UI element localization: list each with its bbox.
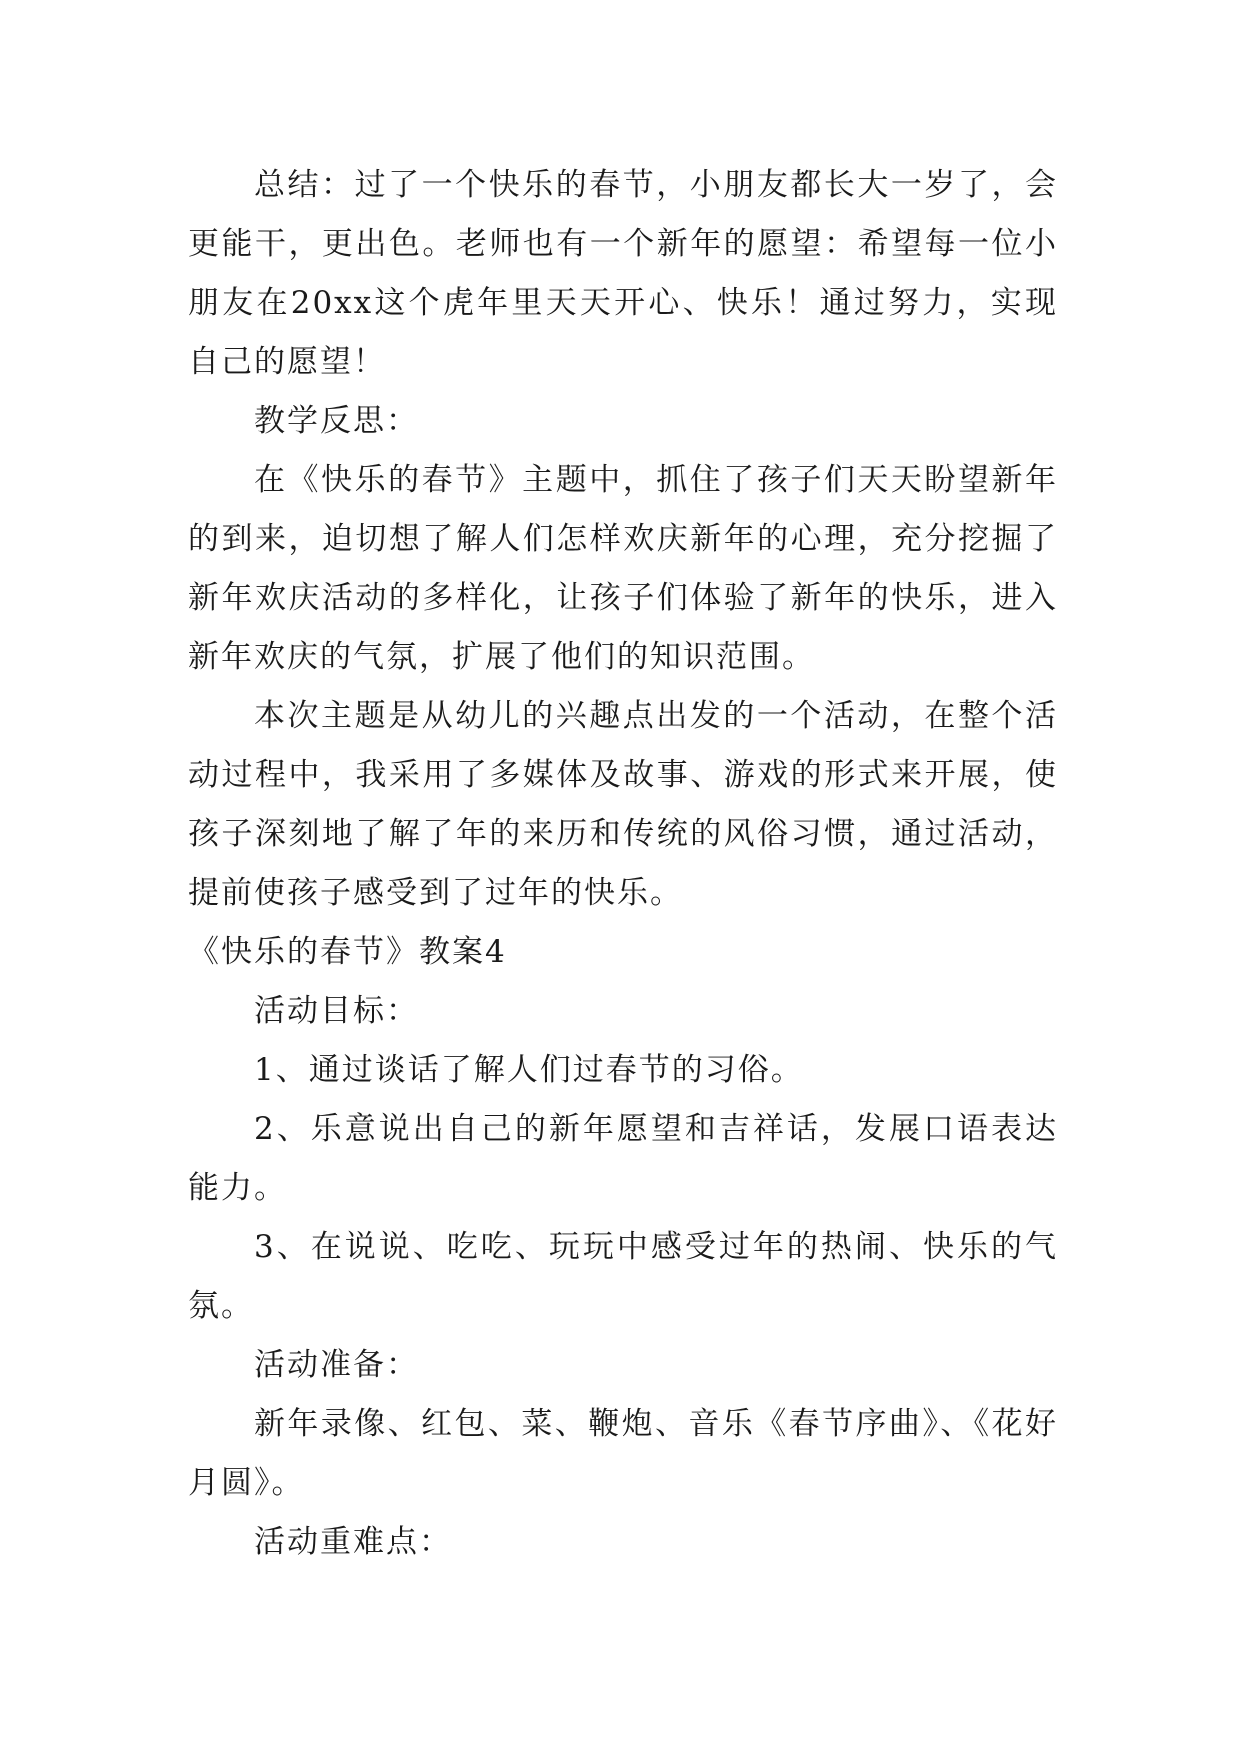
preparation-heading: 活动准备：: [254, 1347, 419, 1383]
reflection-heading: 教学反思：: [254, 403, 419, 439]
objective-item-2: 2、乐意说出自己的新年愿望和吉祥话，发展口语表达能力。: [188, 1111, 1058, 1206]
objective-item-3: 3、在说说、吃吃、玩玩中感受过年的热闹、快乐的气氛。: [188, 1229, 1058, 1324]
objectives-heading: 活动目标：: [254, 993, 419, 1029]
preparation-paragraph: 新年录像、红包、菜、鞭炮、音乐《春节序曲》、《花好月圆》。: [188, 1406, 1058, 1501]
reflection-paragraph-2: 本次主题是从幼儿的兴趣点出发的一个活动，在整个活动过程中，我采用了多媒体及故事、游戏的形式来开展，使孩子深刻地了解了年的来历和传统的风俗习惯，通过活动，提前使孩子感受到了过年的快乐。: [188, 698, 1058, 911]
objective-item-1: 1、通过谈话了解人们过春节的习俗。: [254, 1052, 804, 1088]
document-body: [188, 156, 1058, 1572]
reflection-paragraph-1: 在《快乐的春节》主题中，抓住了孩子们天天盼望新年的到来，迫切想了解人们怎样欢庆新年的心理，充分挖掘了新年欢庆活动的多样化，让孩子们体验了新年的快乐，进入新年欢庆的气氛，扩展了他们的知识范围。: [188, 462, 1058, 675]
section-title: 《快乐的春节》教案4: [188, 934, 507, 970]
key-points-heading: 活动重难点：: [254, 1524, 452, 1560]
summary-paragraph: 总结：过了一个快乐的春节，小朋友都长大一岁了，会更能干，更出色。老师也有一个新年的愿望：希望每一位小朋友在20xx这个虎年里天天开心、快乐！通过努力，实现自己的愿望！: [188, 167, 1058, 380]
